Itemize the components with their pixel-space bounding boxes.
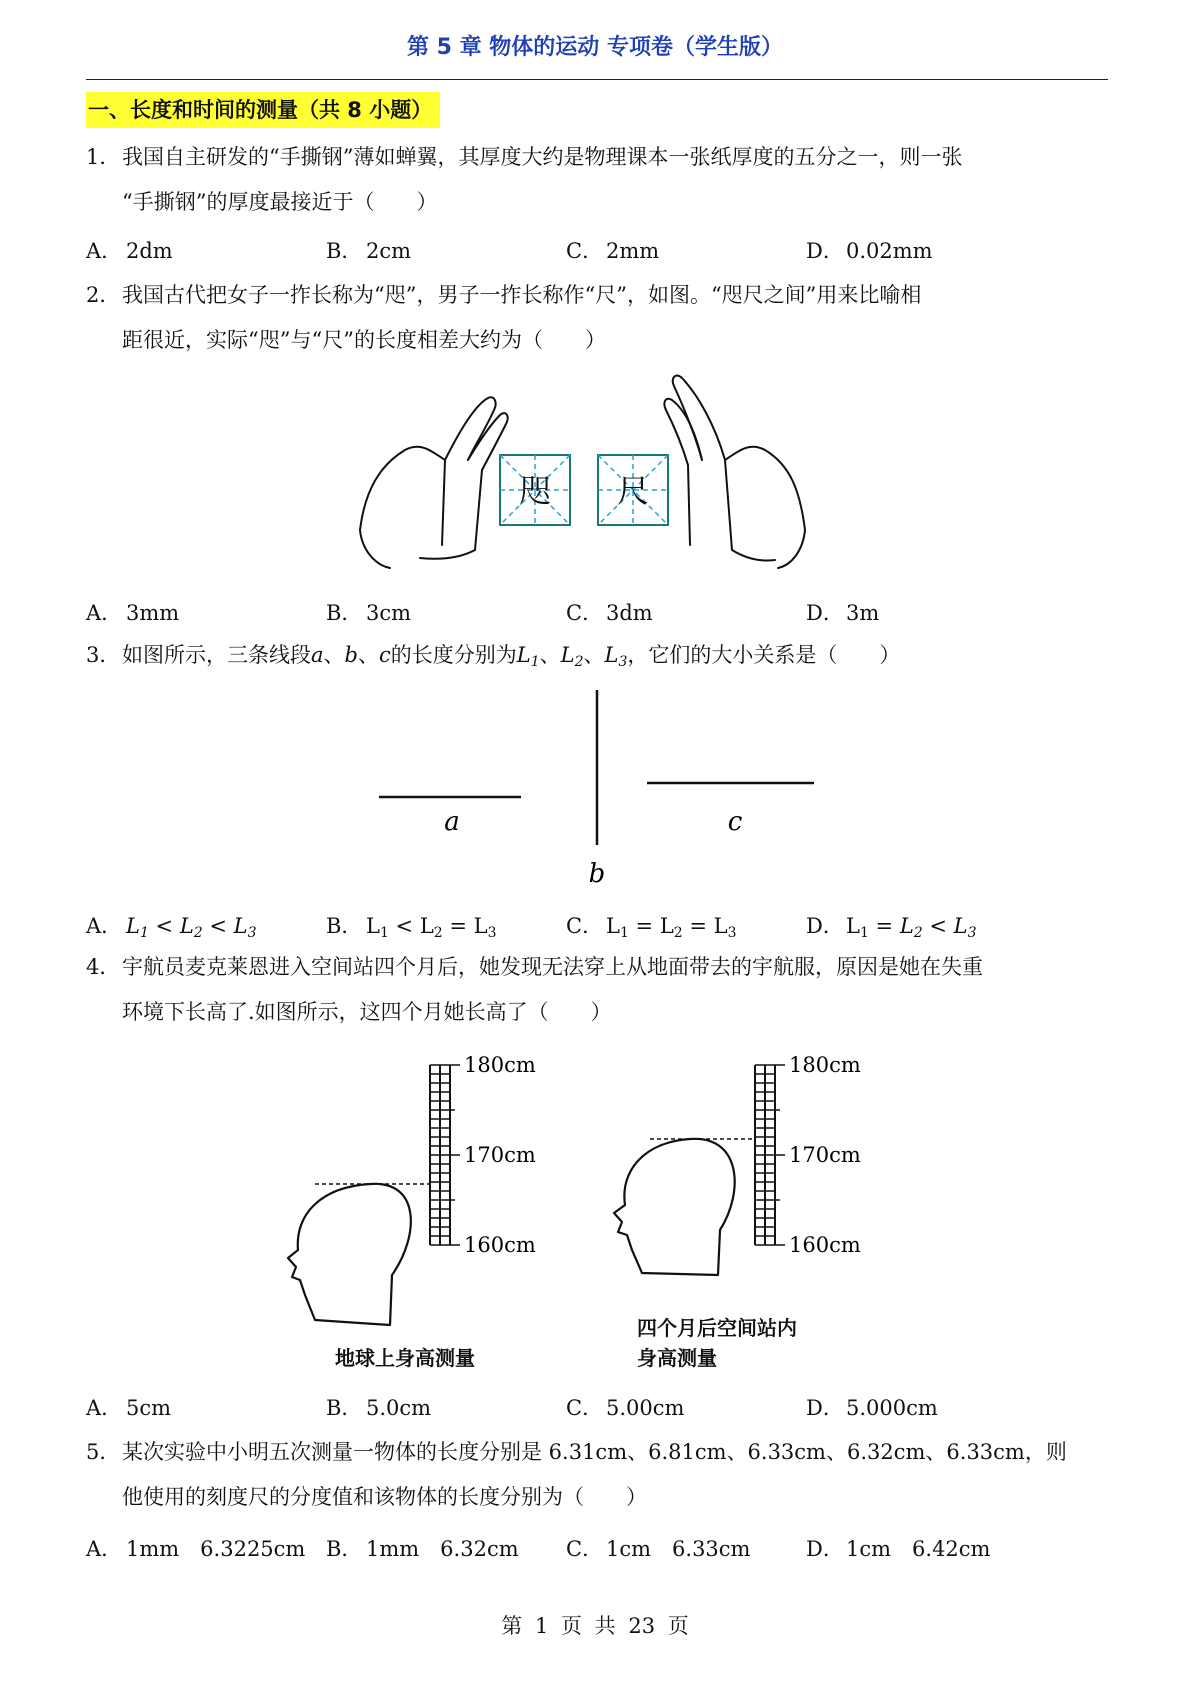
option-d[interactable] [806,910,977,941]
question-text-part: ，它们的大小关系是（ ） [627,643,901,667]
tick-160: 160cm [789,1233,861,1257]
math-sub: 2 [913,925,923,941]
question-text [122,1430,1116,1520]
option-c[interactable] [566,235,659,265]
tick-180: 180cm [789,1053,861,1077]
math-a: a [311,643,324,667]
question-line: 我国自主研发的“手撕钢”薄如蝉翼，其厚度大约是物理课本一张纸厚度的五分之一，则一张 [122,145,963,169]
question-line: 环境下长高了.如图所示，这四个月她长高了（ ） [122,1000,612,1024]
option-text: L1 < L2 = L3 [366,914,497,941]
option-b[interactable] [326,1392,431,1422]
math-sub: 2 [433,925,443,941]
char-chi: 尺 [616,472,650,510]
question-text-part: 、 [323,643,345,667]
math-L: L [953,914,968,938]
option-text: 1mm 6.3225cm [126,1537,306,1561]
option-letter: D． [806,1396,844,1420]
math-L: L [899,914,914,938]
math-sub: 1 [530,654,540,670]
char-box-right [598,455,668,525]
math-sub: 2 [574,654,584,670]
option-text: 5cm [126,1396,172,1420]
question-line: “手撕钢”的厚度最接近于（ ） [122,190,438,214]
option-text: L1 = L2 = L3 [606,914,737,941]
option-text: 2mm [606,239,660,263]
hands-figure [350,370,850,575]
option-letter: C． [566,1537,604,1561]
option-text: 0.02mm [846,239,933,263]
option-b[interactable] [326,1533,519,1563]
question-text-part: 如图所示，三条线段 [122,643,311,667]
math-L: L [473,914,488,938]
option-text: 1cm 6.42cm [846,1537,991,1561]
math-sub: 2 [193,925,203,941]
option-text: 2cm [366,239,412,263]
option-letter: D． [806,239,844,263]
option-letter: C． [566,1396,604,1420]
option-b[interactable] [326,597,411,627]
ruler-left [430,1053,536,1257]
option-letter: D． [806,601,844,625]
question-line: 宇航员麦克莱恩进入空间站四个月后，她发现无法穿上从地面带去的宇航服，原因是她在失重 [122,955,983,979]
label-c: c [727,807,743,837]
question-5 [86,1430,1116,1520]
header-divider [86,79,1108,80]
option-text: 3cm [366,601,412,625]
tick-180: 180cm [464,1053,536,1077]
caption-space-1: 四个月后空间站内 [637,1316,797,1340]
height-figure [280,1045,920,1375]
math-L: L [846,914,860,938]
option-text: 1mm 6.32cm [366,1537,519,1561]
math-L: L [233,914,248,938]
page-header-title: 第 5 章 物体的运动 专项卷（学生版） [407,35,783,60]
question-number: 1． [86,145,121,169]
option-letter: C． [566,914,604,938]
math-sub: 3 [967,925,977,941]
question-number: 4． [86,955,121,979]
question-line: 我国古代把女子一拃长称为“咫”，男子一拃长称作“尺”，如图。“咫尺之间”用来比喻相 [122,283,922,307]
option-a[interactable] [86,235,173,265]
math-L: L [560,643,575,667]
math-sub: 3 [247,925,257,941]
option-text: 2dm [126,239,173,263]
question-line: 某次实验中小明五次测量一物体的长度分别是 6.31cm、6.81cm、6.33cm、6.32cm、6.33cm，则 [122,1440,1067,1464]
tick-170: 170cm [789,1143,861,1167]
math-sub: 1 [139,925,149,941]
head-right [614,1139,735,1275]
option-a[interactable] [86,1392,171,1422]
option-text: 3mm [126,601,180,625]
question-2 [86,273,1116,363]
option-letter: B． [326,1396,363,1420]
label-a: a [444,807,460,837]
question-1 [86,135,1116,225]
option-text: $L_1 < L_2 < L_3$ [126,914,257,941]
option-d[interactable] [806,1533,990,1563]
option-letter: C． [566,239,604,263]
math-sub: 3 [727,925,737,941]
math-L: L [713,914,728,938]
option-c[interactable] [566,1392,684,1422]
question-text [122,945,1116,1035]
question-text-part: 、 [357,643,379,667]
head-left [288,1184,411,1325]
question-line: 他使用的刻度尺的分度值和该物体的长度分别为（ ） [122,1485,647,1509]
question-text [122,273,1116,363]
option-b[interactable] [326,910,497,941]
question-text [122,135,1116,225]
option-text: 5.00cm [606,1396,685,1420]
math-L: L [516,643,531,667]
math-L: L [606,914,620,938]
option-text: 3m [846,601,880,625]
option-c[interactable] [566,1533,750,1563]
math-c: c [378,643,391,667]
char-zhi: 咫 [518,472,552,510]
option-text: 3dm [606,601,653,625]
page-footer: 第 1 页 共 23 页 [501,1614,689,1638]
math-sub: 1 [619,925,629,941]
option-letter: A． [86,601,123,625]
option-a[interactable] [86,597,179,627]
option-c[interactable] [566,597,653,627]
ruler-right [755,1053,861,1257]
option-letter: B． [326,239,363,263]
math-sub: 2 [673,925,683,941]
option-d[interactable] [806,597,879,627]
math-L: L [659,914,674,938]
math-L: L [366,914,380,938]
option-letter: C． [566,601,604,625]
option-text: 5.000cm [846,1396,938,1420]
question-number: 5． [86,1440,121,1464]
label-b: b [588,859,606,889]
math-b: b [344,643,358,667]
option-text: 1cm 6.33cm [606,1537,751,1561]
caption-space-2: 身高测量 [637,1346,717,1370]
math-L: L [179,914,194,938]
question-number: 3． [86,643,121,667]
option-letter: A． [86,239,123,263]
tick-170: 170cm [464,1143,536,1167]
option-a[interactable] [86,910,257,941]
question-text-part: 的长度分别为 [390,643,517,667]
option-letter: B． [326,1537,363,1561]
question-3 [86,633,1116,685]
option-c[interactable] [566,910,737,941]
option-d[interactable] [806,235,933,265]
math-sub: 1 [379,925,389,941]
option-letter: B． [326,914,363,938]
tick-160: 160cm [464,1233,536,1257]
option-letter: A． [86,914,123,938]
option-a[interactable] [86,1533,305,1563]
option-text: $L1 = L_2 < L_3$ [846,914,977,941]
option-letter: A． [86,1396,123,1420]
option-letter: D． [806,1537,844,1561]
math-L: L [419,914,434,938]
math-sub: 3 [487,925,497,941]
option-letter: A． [86,1537,123,1561]
math-sub: 3 [618,654,628,670]
segments-figure [370,690,830,890]
option-text: 5.0cm [366,1396,432,1420]
option-d[interactable] [806,1392,938,1422]
math-L: L [604,643,619,667]
char-box-left [500,455,570,525]
caption-earth: 地球上身高测量 [335,1346,475,1370]
question-text: 如图所示，三条线段a、b、c的长度分别为$L_1$、$L_2$、$L_3$，它们的大小关系是（ ） [122,643,901,670]
option-letter: B． [326,601,363,625]
option-b[interactable] [326,235,411,265]
option-letter: D． [806,914,844,938]
math-L: L [126,914,140,938]
math-sub: 1 [859,925,869,941]
question-number: 2． [86,283,121,307]
question-4 [86,945,1116,1035]
question-line: 距很近，实际“咫”与“尺”的长度相差大约为（ ） [122,328,606,352]
section-title: 一、长度和时间的测量（共 8 小题） [86,92,440,128]
